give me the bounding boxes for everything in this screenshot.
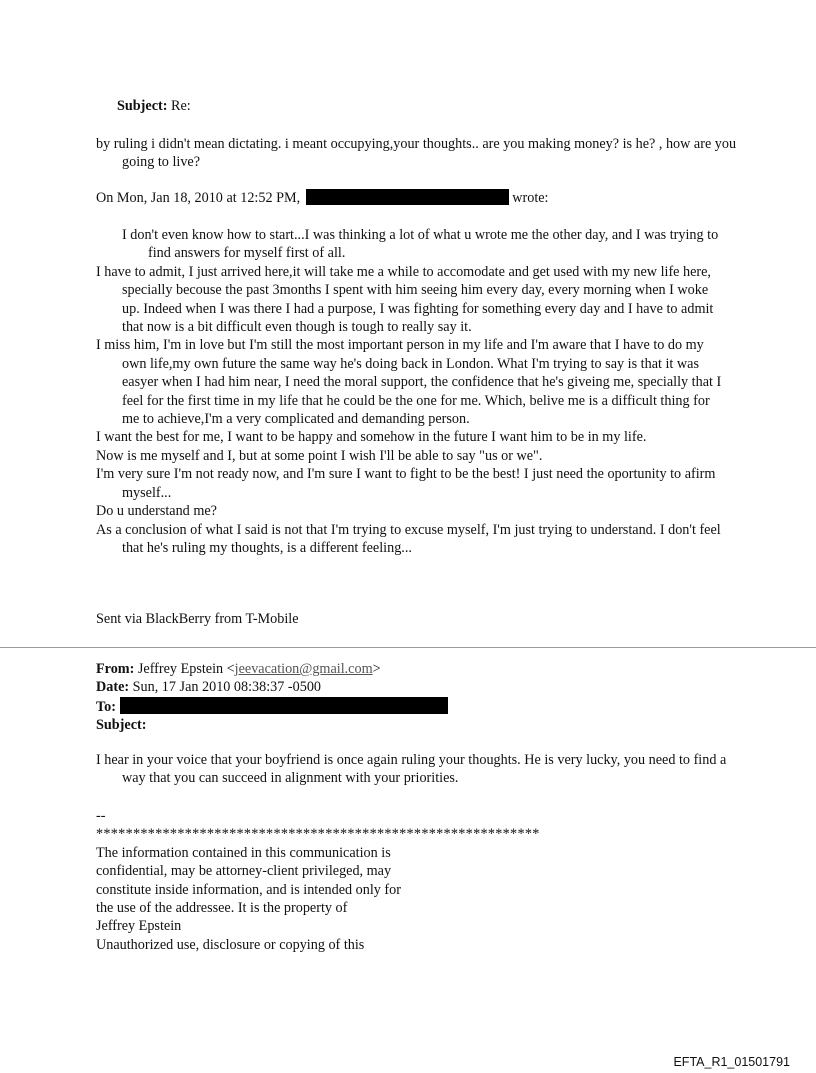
quoted-intro — [96, 226, 722, 263]
disclaimer-line: the use of the addressee. It is the property of — [96, 900, 348, 917]
subject-line — [96, 716, 736, 734]
redaction-bar — [120, 697, 448, 714]
quoted-paragraph: Now is me myself and I, but at some point I wish I'll be able to say "us or we". — [96, 447, 543, 464]
quoted-paragraph: Do u understand me? — [96, 503, 217, 520]
quoted-message — [96, 226, 722, 557]
blackberry-signature: Sent via BlackBerry from T-Mobile — [96, 611, 299, 627]
quoted-paragraph: I miss him, I'm in love but I'm still the most important person in my life and I'm aware that I have to do my own life,my own future the same way he's doing back in London. What I'm trying to say is that it was easyer when I had him near, I need the moral support, the confidence that he's giveing me, specially that I feel for the first time in my life that he could be the one for me. Which, belive me is a difficult thing for me to achieve,I'm a very complicated and demanding person. — [96, 337, 722, 428]
original-body: I hear in your voice that your boyfriend is once again ruling your thoughts. He is very lucky, you need to find a way that you can succeed in alignment with your priorities. — [96, 752, 727, 787]
attribution-suffix: wrote: — [512, 190, 549, 206]
disclaimer-line: The information contained in this communication is — [96, 844, 391, 861]
reply-subject-line — [117, 97, 191, 115]
to-line — [96, 697, 736, 716]
reply-subject-label: Subject: — [117, 98, 168, 114]
from-label: From: — [96, 661, 135, 677]
from-line — [96, 660, 736, 678]
subject-label: Subject: — [96, 717, 147, 734]
quoted-paragraph: I'm very sure I'm not ready now, and I'm sure I want to fight to be the best! I just need the oportunity to afirm myself... — [96, 466, 716, 501]
date-value: Sun, 17 Jan 2010 08:38:37 -0500 — [132, 679, 322, 696]
disclaimer-line: constitute inside information, and is intended only for — [96, 881, 401, 898]
quoted-intro-text: I don't even know how to start...I was thinking a lot of what u wrote me the other day, and I was trying to find answers for myself first of all. — [122, 227, 719, 262]
to-label: To: — [96, 698, 116, 715]
redaction-bar — [306, 189, 509, 205]
original-headers — [96, 660, 736, 735]
quoted-paragraph: I have to admit, I just arrived here,it will take me a while to accomodate and get used with my new life here, specially becouse the past 3months I spent with him seeing him every day, every morning when I woke up. Indeed when I was there I had a purpose, I was fighting for something every day and I have to admit that now is a bit difficult even though is tough to really say it. — [96, 263, 714, 336]
disclaimer-line: confidential, may be attorney-client privileged, may — [96, 863, 392, 880]
disclaimer — [96, 807, 696, 954]
date-label: Date: — [96, 679, 130, 696]
quoted-paragraph: As a conclusion of what I said is not that I'm trying to excuse myself, I'm just trying to understand. I don't feel that he's ruling my thoughts, is a different feeling... — [96, 521, 721, 556]
from-close: > — [372, 661, 381, 677]
quoted-attribution — [96, 189, 736, 207]
attribution-prefix: On Mon, Jan 18, 2010 at 12:52 PM, — [96, 190, 301, 206]
date-line — [96, 678, 736, 696]
reply-subject-value: Re: — [171, 98, 191, 114]
disclaimer-stars: ************************************************************ — [96, 826, 540, 843]
disclaimer-line: Jeffrey Epstein — [96, 918, 182, 935]
from-name: Jeffrey Epstein < — [137, 661, 235, 677]
reply-body: by ruling i didn't mean dictating. i meant occupying,your thoughts.. are you making money? is he? , how are you going to live? — [96, 136, 737, 171]
from-email-link[interactable]: jeevacation@gmail.com — [234, 661, 373, 677]
quoted-paragraph: I want the best for me, I want to be happy and somehow in the future I want him to be in my life. — [96, 429, 647, 446]
message-divider — [0, 647, 816, 648]
disclaimer-line: Unauthorized use, disclosure or copying of this — [96, 936, 365, 953]
disclaimer-dashes: -- — [96, 808, 106, 824]
document-id: EFTA_R1_01501791 — [673, 1055, 790, 1069]
